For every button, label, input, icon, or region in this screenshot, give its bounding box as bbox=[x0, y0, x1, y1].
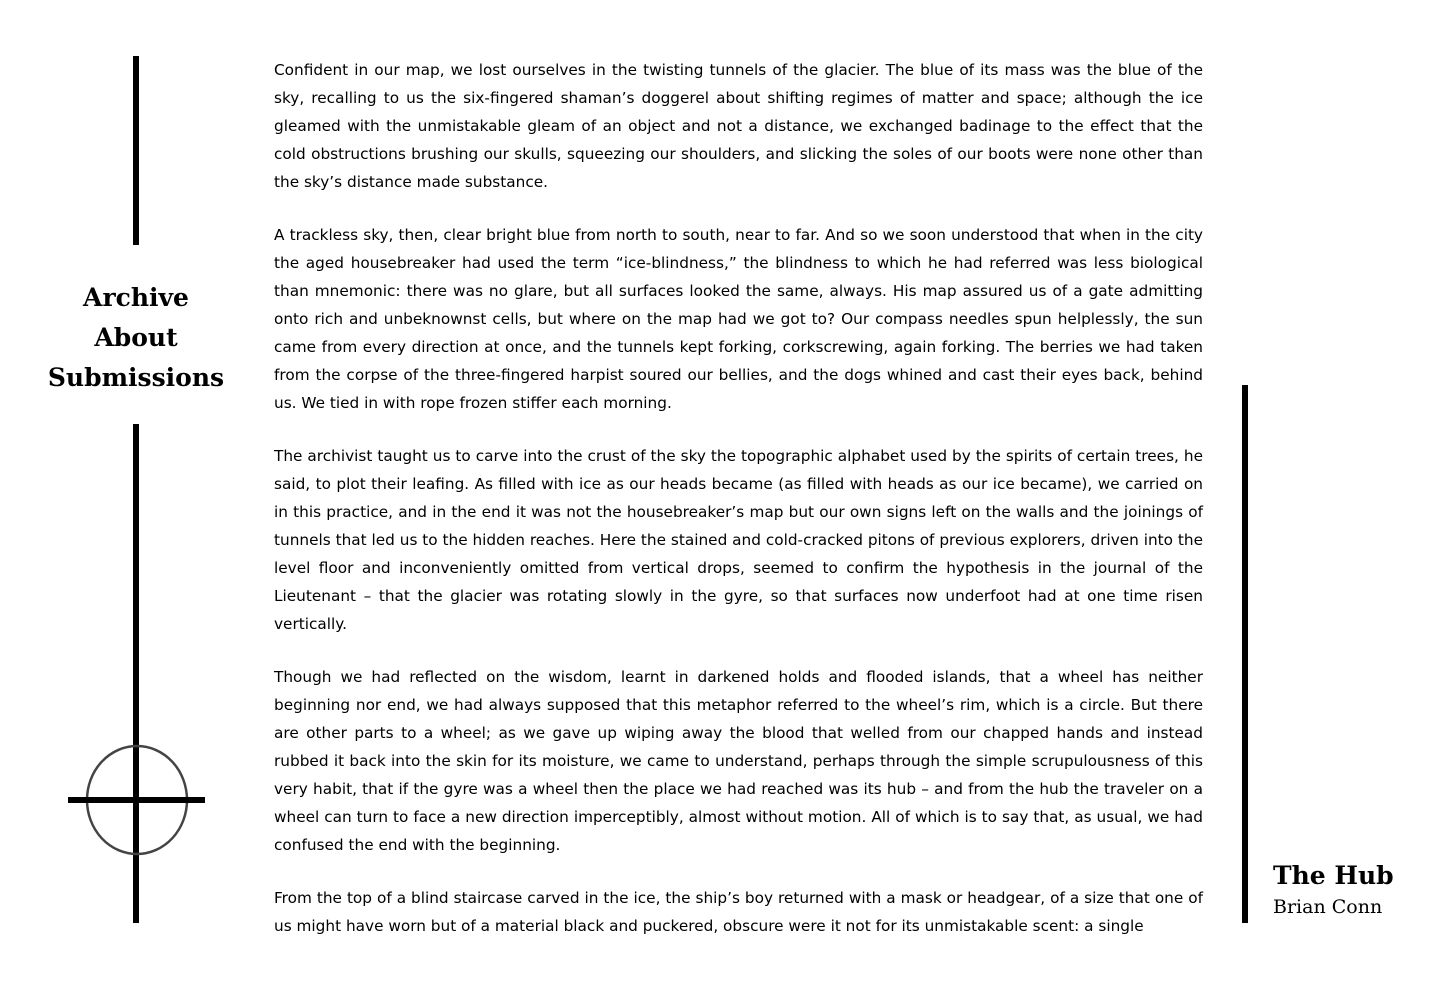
nav-link-about[interactable]: About bbox=[94, 323, 178, 352]
article-paragraph: The archivist taught us to carve into the crust of the sky the topographic alphabet used by the spirits of certain trees, he said, to plot their leafing. As filled with ice as our heads became (as filled with heads as our ice became), we carried on in this practice, and in the end it was not the housebreaker’s map but our own signs left on the walls and the joinings of tunnels that led us to the hidden reaches. Here the stained and cold-cracked pitons of previous explorers, driven into the level floor and inconveniently omitted from vertical drops, seemed to confirm the hypothesis in the journal of the Lieutenant – that the glacier was rotating slowly in the gyre, so that surfaces now underfoot had at one time risen vertically. bbox=[274, 447, 1203, 633]
vertical-rule-right bbox=[1242, 385, 1248, 923]
piece-title: The Hub bbox=[1273, 861, 1394, 890]
vertical-rule-top bbox=[133, 56, 139, 245]
article-paragraph: Confident in our map, we lost ourselves in the twisting tunnels of the glacier. The blue of its mass was the blue of the sky, recalling to us the six-fingered shaman’s doggerel about shifting regimes of matter and space; although the ice gleamed with the unmistakable gleam of an object and not a distance, we exchanged badinage to the effect that the cold obstructions brushing our skulls, squeezing our shoulders, and slicking the soles of our boots were none other than the sky’s distance made substance. bbox=[274, 61, 1203, 191]
article-paragraph: A trackless sky, then, clear bright blue from north to south, near to far. And so we soon understood that when in the city the aged housebreaker had used the term “ice-blindness,” the blindness to which he had referred was less biological than mnemonic: there was no glare, but all surfaces looked the same, always. His map assured us of a gate admitting onto rich and unbeknownst cells, but where on the map had we got to? Our compass needles spun helplessly, the sun came from every direction at once, and the tunnels kept forking, corkscrewing, again forking. The berries we had taken from the corpse of the three-fingered harpist soured our bellies, and the dogs whined and cast their eyes back, behind us. We tied in with rope frozen stiffer each morning. bbox=[274, 226, 1203, 412]
left-sidebar bbox=[0, 0, 272, 1000]
nav-link-submissions[interactable]: Submissions bbox=[47, 363, 225, 392]
piece-title-block bbox=[1273, 858, 1433, 920]
piece-author[interactable]: Brian Conn bbox=[1273, 896, 1383, 918]
article-body bbox=[274, 56, 1203, 935]
crosshair-circle-icon bbox=[68, 743, 205, 857]
article-paragraph: From the top of a blind staircase carved in the ice, the ship’s boy returned with a mask or headgear, of a size that one of us might have worn but of a material black and puckered, obscure were it not for its unmistakable scent: a single bbox=[274, 889, 1203, 935]
site-nav bbox=[0, 278, 272, 398]
article-paragraph: Though we had reflected on the wisdom, learnt in darkened holds and flooded islands, that a wheel has neither beginning nor end, we had always supposed that this metaphor referred to the wheel’s rim, which is a circle. But there are other parts to a wheel; as we gave up wiping away the blood that welled from our chapped hands and instead rubbed it back into the skin for its moisture, we came to understand, perhaps through the simple scrupulousness of this very habit, that if the gyre was a wheel then the place we had reached was its hub – and from the hub the traveler on a wheel can turn to face a new direction imperceptibly, almost without motion. All of which is to say that, as usual, we had confused the end with the beginning. bbox=[274, 668, 1203, 854]
nav-link-archive[interactable]: Archive bbox=[83, 283, 189, 312]
